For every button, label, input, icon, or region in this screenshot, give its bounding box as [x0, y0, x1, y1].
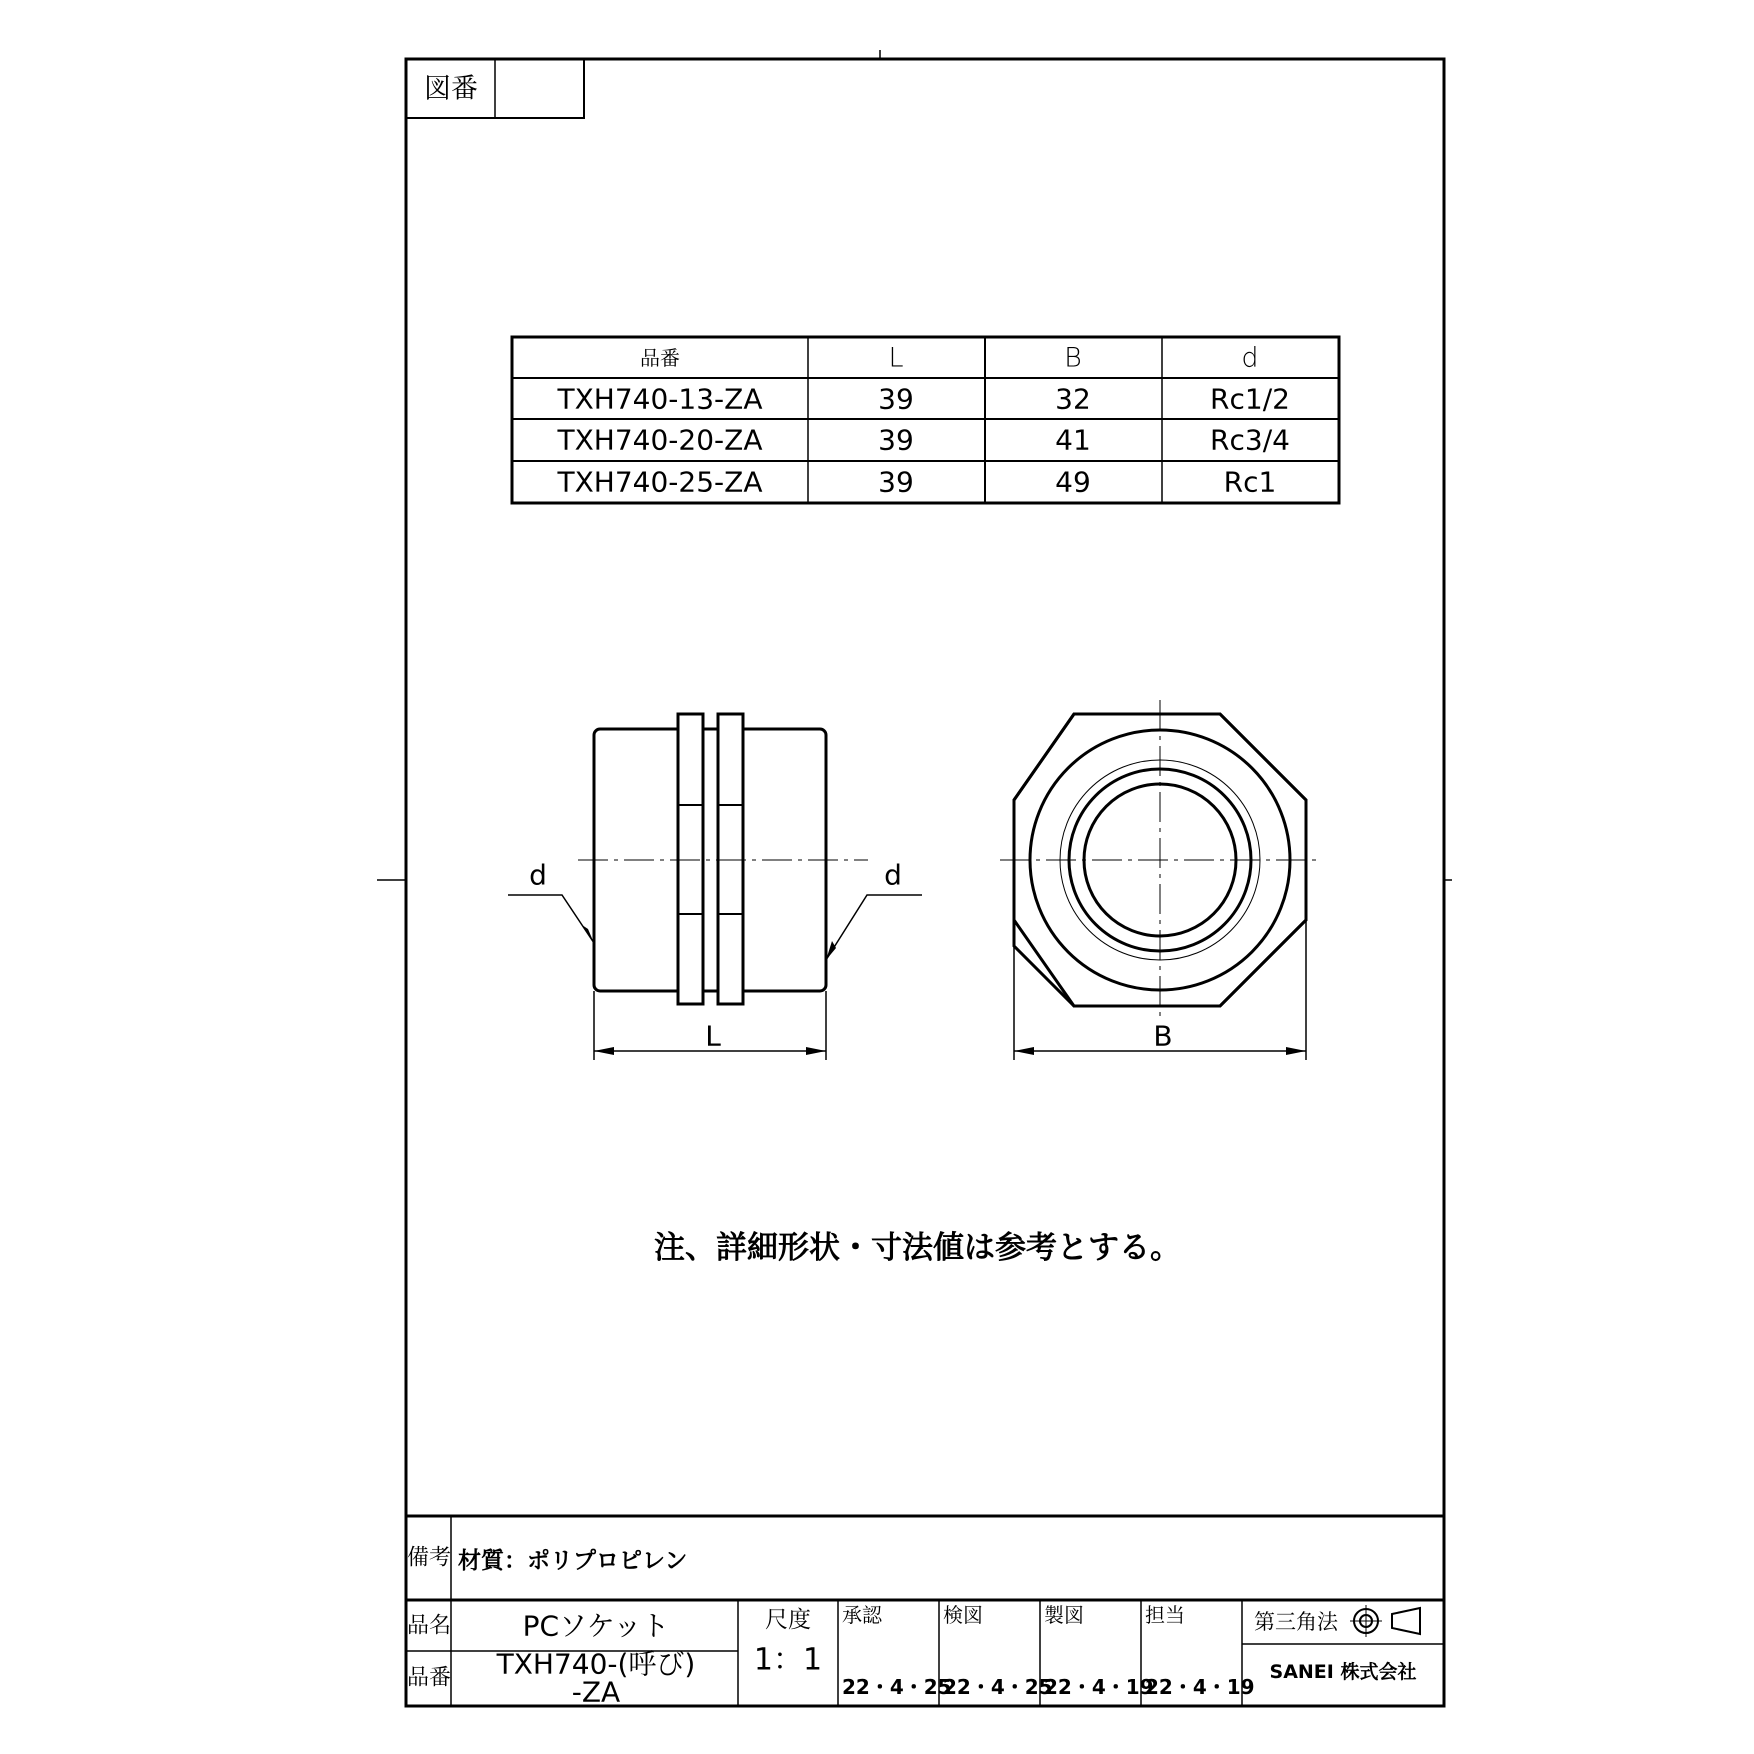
remarks-label: 備考: [406, 1545, 452, 1571]
thread-leader-right: [826, 895, 922, 960]
table-row-3-part: TXH740-25-ZA: [557, 465, 763, 499]
front-view: [1000, 700, 1320, 1060]
approval-role-2: 検図: [943, 1603, 983, 1627]
company-name: SANEI 株式会社: [1269, 1661, 1417, 1683]
dim-label-l: L: [705, 1019, 721, 1053]
part-label: 品番: [406, 1665, 452, 1691]
table-row-2-l: 39: [878, 423, 914, 457]
projection-method: 第三角法: [1254, 1610, 1338, 1634]
dim-arrow-b-left: [1014, 1047, 1034, 1055]
approval-role-4: 担当: [1145, 1603, 1185, 1627]
third-angle-projection-symbol-icon: [1350, 1605, 1420, 1637]
table-row-1-part: TXH740-13-ZA: [557, 382, 763, 416]
table-row-3-l: 39: [878, 465, 914, 499]
dim-arrow-b-right: [1286, 1047, 1306, 1055]
dim-label-b: B: [1153, 1019, 1173, 1053]
centering-marks: [377, 50, 1452, 880]
approval-date-2: 22・4・25: [943, 1675, 1053, 1699]
remarks-text: 材質：ポリプロピレン: [458, 1548, 688, 1574]
product-name: PCソケット: [522, 1609, 670, 1643]
dim-arrow-l-left: [594, 1047, 614, 1055]
table-header-part: 品番: [640, 346, 680, 370]
part-number-line2: -ZA: [571, 1675, 621, 1709]
name-label: 品名: [406, 1613, 452, 1639]
table-row-1-d: Rc1/2: [1210, 382, 1290, 416]
side-hex-ring-right: [718, 714, 743, 1004]
table-row-2-b: 41: [1055, 423, 1091, 457]
thread-label-left: d: [529, 858, 547, 892]
approval-date-1: 22・4・25: [842, 1675, 952, 1699]
drawing-number-label: 図番: [424, 73, 478, 105]
approval-role-3: 製図: [1044, 1603, 1084, 1627]
thread-leader-left: [508, 895, 594, 943]
table-row-2-part: TXH740-20-ZA: [557, 423, 763, 457]
table-row-2-d: Rc3/4: [1210, 423, 1290, 457]
part-number-line1: TXH740-(呼び): [496, 1647, 696, 1681]
table-header-b: B: [1064, 342, 1082, 374]
title-block: [406, 1516, 1444, 1709]
spec-table: [512, 337, 1339, 503]
side-view: [508, 714, 922, 1060]
table-row-3-b: 49: [1055, 465, 1091, 499]
drawing-number-box: [406, 59, 584, 118]
side-hex-ring-left: [678, 714, 703, 1004]
table-row-3-d: Rc1: [1223, 465, 1277, 499]
dim-arrow-l-right: [806, 1047, 826, 1055]
scale-label: 尺度: [765, 1607, 811, 1633]
table-header-l: L: [888, 342, 904, 374]
table-header-d: d: [1241, 342, 1259, 374]
table-row-1-l: 39: [878, 382, 914, 416]
thread-label-right: d: [884, 858, 902, 892]
approval-date-4: 22・4・19: [1145, 1675, 1255, 1699]
scale-value: 1：1: [753, 1642, 823, 1678]
table-row-1-b: 32: [1055, 382, 1091, 416]
drawing-note: 注、詳細形状・寸法値は参考とする。: [654, 1230, 1181, 1266]
approval-role-1: 承認: [842, 1603, 882, 1627]
approval-date-3: 22・4・19: [1044, 1675, 1154, 1699]
